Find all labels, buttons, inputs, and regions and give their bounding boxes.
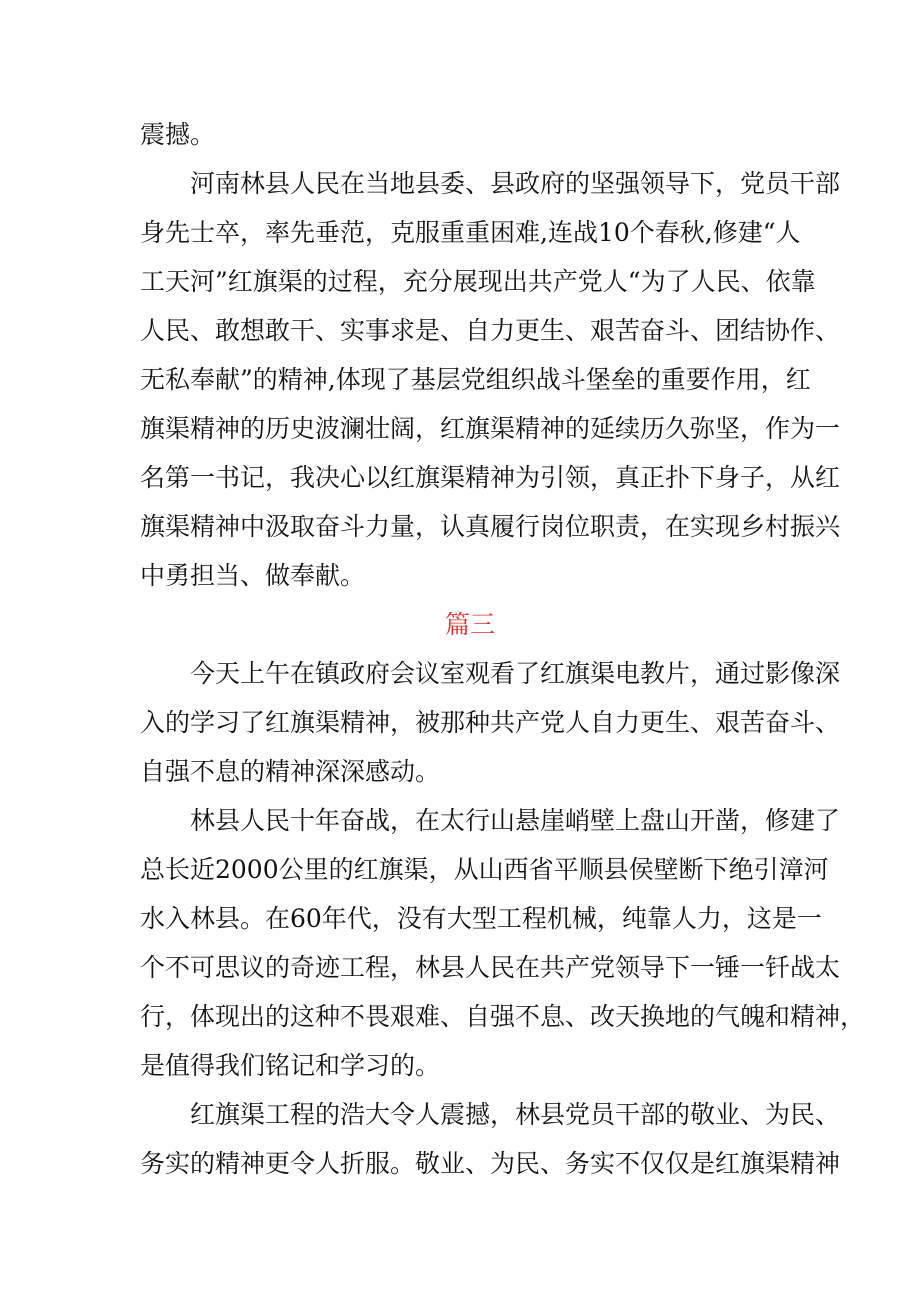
text-line: 人民、敢想敢干、实事求是、自力更生、艰苦奋斗、团结协作、 xyxy=(140,316,841,345)
text-line: 务实的精神更令人折服。敬业、为民、务实不仅仅是红旗渠精神 xyxy=(140,1149,841,1178)
document-body xyxy=(140,110,866,1188)
text-line: 震撼。 xyxy=(140,120,216,149)
text-line: 旗渠精神的历史波澜壮阔，红旗渠精神的延续历久弥坚，作为一 xyxy=(140,414,841,443)
text-line: 无私奉献”的精神,体现了基层党组织战斗堡垒的重要作用，红 xyxy=(140,365,811,394)
text-line: 旗渠精神中汲取奋斗力量，认真履行岗位职责，在实现乡村振兴 xyxy=(140,512,841,541)
text-line: 自强不息的精神深深感动。 xyxy=(140,757,441,786)
text-line: 身先士卒，率先垂范，克服重重困难,连战10个春秋,修建“人 xyxy=(140,218,801,247)
text-line: 名第一书记，我决心以红旗渠精神为引领，真正扑下身子，从红 xyxy=(140,463,841,492)
text-line: 行，体现出的这种不畏艰难、自强不息、改天换地的气魄和精神， xyxy=(140,1002,866,1031)
text-line: 中勇担当、做奉献。 xyxy=(140,561,366,590)
text-line: 是值得我们铭记和学习的。 xyxy=(140,1051,441,1080)
text-line: 林县人民十年奋战，在太行山悬崖峭壁上盘山开凿，修建了 xyxy=(190,806,841,835)
text-line: 个不可思议的奇迹工程，林县人民在共产党领导下一锤一钎战太 xyxy=(140,953,841,982)
section-heading: 篇三 xyxy=(444,610,495,639)
text-line: 总长近2000公里的红旗渠，从山西省平顺县侯壁断下绝引漳河 xyxy=(140,855,829,884)
text-line: 今天上午在镇政府会议室观看了红旗渠电教片，通过影像深 xyxy=(190,659,841,688)
text-line: 河南林县人民在当地县委、县政府的坚强领导下，党员干部 xyxy=(190,169,841,198)
text-line: 入的学习了红旗渠精神，被那种共产党人自力更生、艰苦奋斗、 xyxy=(140,708,841,737)
text-line: 工天河”红旗渠的过程，充分展现出共产党人“为了人民、依靠 xyxy=(140,267,816,296)
text-line: 红旗渠工程的浩大令人震撼，林县党员干部的敬业、为民、 xyxy=(190,1100,841,1129)
text-line: 水入林县。在60年代，没有大型工程机械，纯靠人力，这是一 xyxy=(140,904,822,933)
